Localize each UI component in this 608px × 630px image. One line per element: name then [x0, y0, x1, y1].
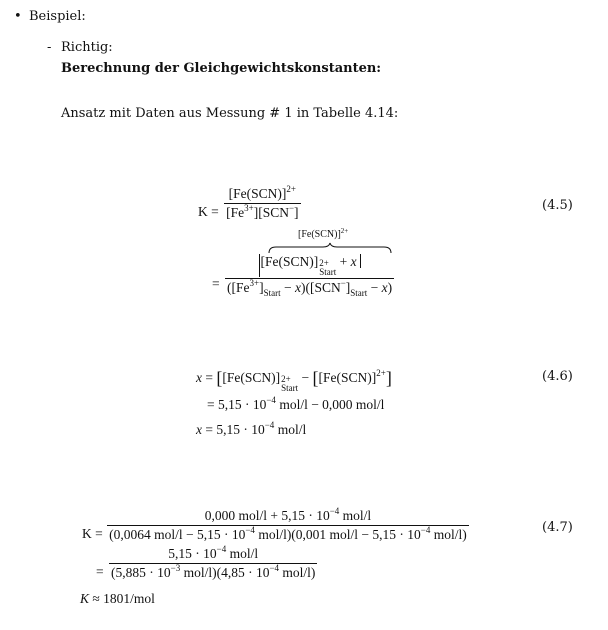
bullet-icon: • — [14, 9, 22, 24]
eq47-f1-den-exp2: −4 — [420, 525, 431, 535]
eq47-f2-num-rest: mol/l — [226, 546, 259, 561]
eq45-line2 — [212, 254, 394, 296]
eq45-overbrace-label: $[Fe(SCN)]^{2+}$ — [298, 227, 349, 240]
eq46-line3-x: x — [196, 422, 202, 437]
eq45-f2-den-e: ] — [345, 280, 351, 295]
eq45-f2-den-x1: x — [294, 280, 301, 295]
eq46-line3-exp: −4 — [264, 420, 275, 430]
eq46-bracket-open-1: [ — [216, 368, 223, 388]
section-heading: Berechnung der Gleichgewichtskonstanten: — [61, 61, 382, 76]
eq45-f2-den-a-sup: 3+ — [249, 278, 260, 288]
eq45-f2-den-x2: x — [381, 280, 388, 295]
eq46-line2-exp: −4 — [266, 395, 276, 405]
eq47-f2-den-mid: mol/l)(4,85 · 10 — [180, 565, 270, 580]
eq46-line2-rest: mol/l − 0,000 mol/l — [275, 397, 385, 412]
eq47-f2-den-rest: mol/l) — [279, 565, 316, 580]
eq45-f2-den-minus-1: − — [280, 280, 295, 295]
eq45-f1-den-c: ] — [294, 205, 299, 220]
sub-item-label: Richtig: — [61, 40, 113, 55]
eq45-f2-den-e-sub: Start — [350, 288, 368, 298]
eq47-f1-num-rest: mol/l — [339, 508, 372, 523]
eq45-f2-num-plus: + — [336, 254, 351, 269]
eq47-result — [80, 591, 155, 607]
eq47-f2-den-exp1: −3 — [170, 563, 181, 573]
eq46-line2-a: = 5,15 · 10 — [207, 397, 267, 412]
eq47-f1-den-mid: mol/l)(0,001 mol/l − 5,15 · 10 — [254, 527, 421, 542]
eq45-fraction-1 — [224, 186, 300, 221]
eq46-equals: = — [202, 370, 217, 385]
eq47-f2-num: 5,15 · 10 — [168, 546, 217, 561]
eq46-term-b-sup: 2+ — [376, 368, 386, 378]
eq47-line1 — [82, 508, 469, 543]
eq47-fraction-2 — [109, 546, 317, 581]
eq47-f2-den-a: (5,885 · 10 — [111, 565, 171, 580]
eq47-f1-den-a: (0,0064 mol/l − 5,15 · 10 — [109, 527, 246, 542]
eq46-term-a-sub: Start — [281, 383, 299, 393]
list-item-label: Beispiel: — [29, 9, 86, 24]
eq46-term-a: [Fe(SCN)] — [222, 370, 281, 385]
eq47-result-value: ≈ 1801/mol — [89, 591, 155, 606]
eq46-line1 — [196, 366, 392, 393]
eq46-bracket-open-2: [ — [312, 368, 319, 388]
eq47-fraction-1 — [107, 508, 469, 543]
eq47-f1-num-exp: −4 — [329, 506, 340, 516]
eq45-equals-2: = — [212, 276, 220, 292]
eq45-f2-den-a: ([Fe — [227, 280, 250, 295]
eq47-number: (4.7) — [542, 520, 573, 535]
eq45-f2-num-sub: Start — [319, 267, 337, 277]
eq47-f1-num: 0,000 mol/l + 5,15 · 10 — [204, 508, 330, 523]
eq45-f2-den-g: ) — [387, 280, 393, 295]
eq45-equals: = — [211, 203, 219, 219]
eq45-f1-den-b: ][SCN — [253, 205, 289, 220]
eq45-f1-num: [Fe(SCN)] — [228, 186, 287, 201]
eq47-f2-den-exp2: −4 — [269, 563, 280, 573]
eq46-term-a-sup: 2+ — [281, 374, 291, 384]
eq47-lhs: K = — [82, 525, 103, 541]
eq45-overbrace-icon — [268, 242, 392, 254]
eq46-line2 — [207, 397, 384, 413]
eq46-line3 — [196, 422, 306, 438]
eq45-f2-num-sup: 2+ — [319, 258, 329, 268]
eq45-f1-den-a-sup: 3+ — [244, 203, 254, 213]
eq45-f1-den-b-sup: − — [288, 203, 295, 213]
eq47-result-k: K — [80, 591, 90, 606]
eq47-f1-den-rest: mol/l) — [430, 527, 467, 542]
eq45-f2-den-b-sub: Start — [263, 288, 281, 298]
eq45-f2-den-d: )([SCN — [300, 280, 341, 295]
eq45-f2-num-a: [Fe(SCN)] — [260, 254, 319, 269]
eq45-f1-num-sup: 2+ — [286, 184, 296, 194]
eq46-minus: − — [298, 370, 313, 385]
eq46-term-b: [Fe(SCN)] — [318, 370, 377, 385]
eq45-line1 — [198, 186, 301, 221]
eq46-x: x — [196, 370, 202, 385]
eq45-f2-den-minus-2: − — [367, 280, 382, 295]
eq45-f2-num-x: x — [350, 254, 357, 269]
eq45-f1-den-a: [Fe — [226, 205, 245, 220]
eq45-lhs: K — [198, 203, 208, 219]
eq46-bracket-close-2: ] — [385, 368, 392, 388]
intro-text: Ansatz mit Daten aus Messung # 1 in Tabelle 4.14: — [61, 106, 399, 121]
eq47-equals-2: = — [96, 563, 104, 579]
eq46-number: (4.6) — [542, 369, 573, 384]
eq45-f2-den-d-sup: − — [340, 278, 346, 288]
eq46-line3-a: = 5,15 · 10 — [202, 422, 265, 437]
eq47-f1-den-exp1: −4 — [245, 525, 255, 535]
sub-item-dash: - — [47, 40, 52, 55]
eq47-f2-num-exp: −4 — [216, 544, 227, 554]
eq45-f2-den-b: ] — [259, 280, 264, 295]
eq45-fraction-2 — [225, 254, 394, 296]
eq45-number: (4.5) — [542, 198, 573, 213]
eq47-line2 — [96, 546, 317, 581]
eq46-line3-rest: mol/l — [274, 422, 307, 437]
